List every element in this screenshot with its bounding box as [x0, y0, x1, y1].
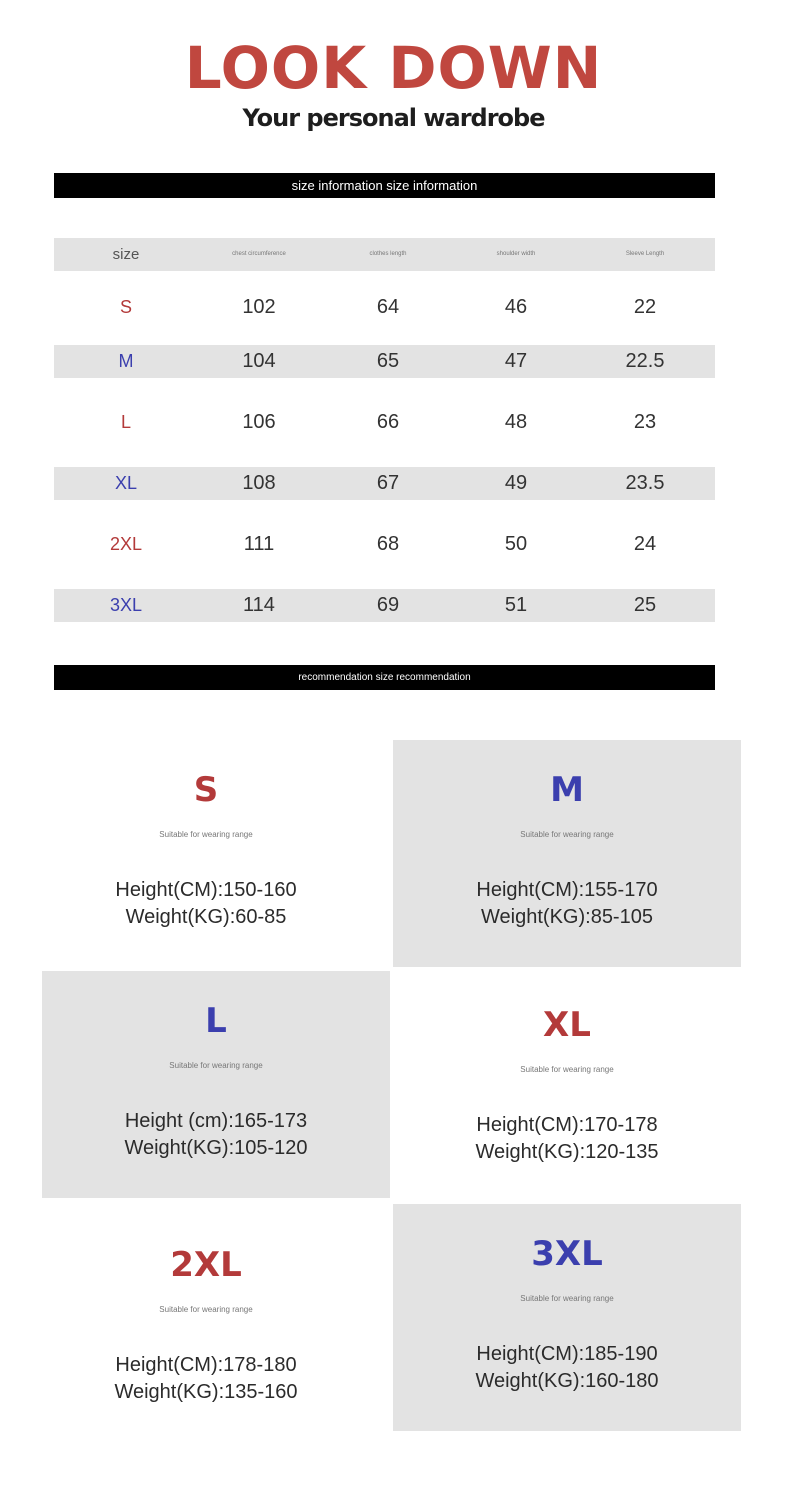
row-shoulder: 50 [504, 533, 528, 555]
card-caption: Suitable for wearing range [169, 1061, 263, 1070]
row-length: 65 [376, 350, 400, 372]
recommendation-card-s [32, 740, 380, 967]
row-chest: 111 [243, 533, 275, 555]
card-size-label: 2XL [170, 1245, 242, 1285]
recommendation-card-m [393, 740, 741, 967]
brand-tagline: Your personal wardrobe [242, 104, 545, 132]
card-caption: Suitable for wearing range [520, 1065, 614, 1074]
row-shoulder: 46 [504, 296, 528, 318]
card-caption: Suitable for wearing range [520, 830, 614, 839]
row-size-label: XL [114, 473, 138, 493]
card-weight-range: Weight(KG):85-105 [481, 906, 653, 928]
size-table-header [54, 238, 715, 271]
row-shoulder: 51 [504, 594, 528, 616]
card-size-label: S [193, 770, 219, 810]
row-size-label: L [120, 412, 131, 432]
brand-title: LOOK DOWN [184, 34, 603, 102]
recommendation-heading-bar: recommendation size recommendation [54, 665, 715, 690]
card-size-label: 3XL [531, 1234, 603, 1274]
card-size-label: M [550, 770, 584, 810]
header-length: clothes length [369, 251, 407, 257]
card-height-range: Height(CM):150-160 [115, 879, 297, 901]
card-height-range: Height (cm):165-173 [124, 1110, 308, 1132]
table-row [54, 406, 715, 439]
card-height-range: Height(CM):178-180 [115, 1354, 297, 1376]
header-shoulder: shoulder width [496, 251, 536, 257]
table-row [54, 291, 715, 324]
recommendation-card-3xl [393, 1204, 741, 1431]
row-length: 67 [376, 472, 400, 494]
card-weight-range: Weight(KG):160-180 [475, 1370, 659, 1392]
row-chest: 102 [242, 296, 276, 318]
header-chest: chest circumference [232, 251, 286, 257]
recommendation-card-l [42, 971, 390, 1198]
card-weight-range: Weight(KG):120-135 [475, 1141, 659, 1163]
card-caption: Suitable for wearing range [159, 830, 253, 839]
row-shoulder: 49 [504, 472, 528, 494]
card-weight-range: Weight(KG):60-85 [125, 906, 287, 928]
row-chest: 108 [242, 472, 276, 494]
table-row [54, 528, 715, 561]
recommendation-card-xl [393, 975, 741, 1202]
row-size-label: M [118, 351, 134, 371]
row-length: 66 [376, 411, 400, 433]
size-info-heading-bar: size information size information [54, 173, 715, 198]
row-chest: 106 [242, 411, 276, 433]
row-sleeve: 22.5 [625, 350, 665, 372]
card-height-range: Height(CM):155-170 [476, 879, 658, 901]
card-caption: Suitable for wearing range [159, 1305, 253, 1314]
table-row [54, 589, 715, 622]
header-size: size [112, 246, 140, 263]
row-length: 68 [376, 533, 400, 555]
row-size-label: 2XL [109, 534, 143, 554]
row-shoulder: 47 [504, 350, 528, 372]
row-chest: 114 [243, 594, 275, 616]
card-height-range: Height(CM):185-190 [476, 1343, 658, 1365]
row-sleeve: 22 [633, 296, 657, 318]
row-length: 69 [376, 594, 400, 616]
row-length: 64 [376, 296, 400, 318]
row-sleeve: 23.5 [625, 472, 665, 494]
row-sleeve: 23 [633, 411, 657, 433]
table-row [54, 467, 715, 500]
row-sleeve: 25 [633, 594, 657, 616]
card-weight-range: Weight(KG):105-120 [124, 1137, 308, 1159]
table-row [54, 345, 715, 378]
row-size-label: S [119, 297, 132, 317]
card-caption: Suitable for wearing range [520, 1294, 614, 1303]
row-chest: 104 [242, 350, 276, 372]
card-size-label: XL [543, 1005, 591, 1045]
header-sleeve: Sleeve Length [625, 251, 665, 257]
recommendation-card-2xl [32, 1215, 380, 1442]
card-weight-range: Weight(KG):135-160 [114, 1381, 298, 1403]
card-size-label: L [205, 1001, 227, 1041]
row-shoulder: 48 [504, 411, 528, 433]
row-sleeve: 24 [633, 533, 657, 555]
row-size-label: 3XL [109, 595, 143, 615]
card-height-range: Height(CM):170-178 [476, 1114, 658, 1136]
